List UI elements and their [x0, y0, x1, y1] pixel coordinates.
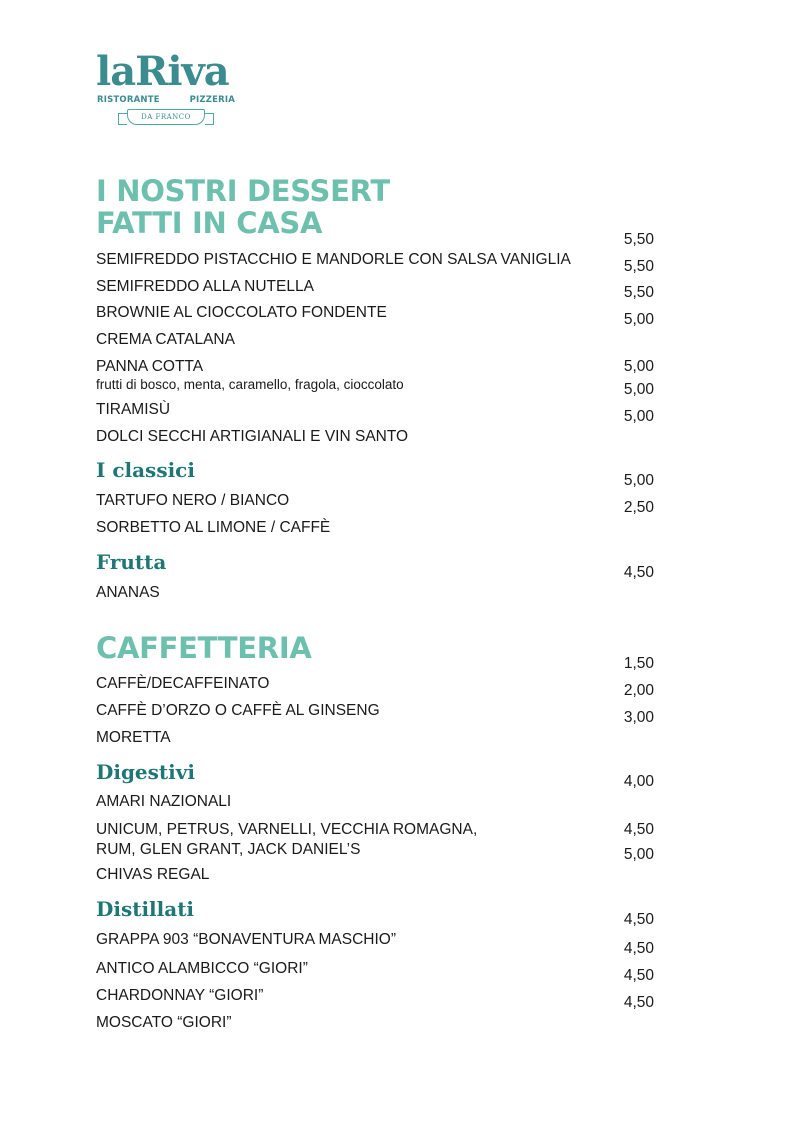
item-name: DOLCI SECCHI ARTIGIANALI E VIN SANTO	[96, 428, 409, 445]
item-name: CAFFÈ D’ORZO O CAFFÈ AL GINSENG	[96, 702, 380, 719]
digestivi-title: Digestivi	[96, 760, 195, 784]
item-name: CAFFÈ/DECAFFEINATO	[96, 675, 270, 692]
item-price: 4,50	[623, 821, 654, 838]
desserts-title-line1: I NOSTRI DESSERT	[96, 174, 390, 208]
logo-subtitle	[97, 95, 235, 105]
item-name: TARTUFO NERO / BIANCO	[96, 492, 290, 509]
restaurant-logo	[96, 50, 236, 132]
item-price: 5,00	[623, 846, 654, 863]
item-name: PANNA COTTA	[96, 358, 204, 375]
item-price: 1,50	[623, 655, 654, 672]
item-price: 5,00	[623, 358, 654, 375]
item-price: 4,50	[623, 994, 654, 1011]
logo-wordmark: laRiva	[96, 48, 229, 95]
item-name-line2: RUM, GLEN GRANT, JACK DANIEL’S	[96, 841, 361, 858]
item-price: 5,00	[623, 381, 654, 398]
item-price: 5,00	[623, 472, 654, 489]
menu-item	[96, 357, 654, 377]
item-price: 4,50	[623, 564, 654, 581]
item-price: 5,50	[623, 258, 654, 275]
menu-item-line1	[96, 820, 654, 840]
item-name: BROWNIE AL CIOCCOLATO FONDENTE	[96, 304, 387, 321]
item-name: CREMA CATALANA	[96, 331, 235, 348]
desserts-title-line2: FATTI IN CASA	[96, 206, 323, 240]
item-name: CHIVAS REGAL	[96, 866, 210, 883]
item-name: TIRAMISÙ	[96, 401, 171, 418]
item-price: 5,50	[623, 231, 654, 248]
item-price: 4,00	[623, 773, 654, 790]
item-price: 3,00	[623, 709, 654, 726]
caffetteria-title: CAFFETTERIA	[96, 631, 312, 665]
item-name: AMARI NAZIONALI	[96, 793, 232, 810]
item-price: 5,00	[623, 311, 654, 328]
item-price: 4,50	[623, 967, 654, 984]
item-name: ANANAS	[96, 584, 160, 601]
item-name: GRAPPA 903 “BONAVENTURA MASCHIO”	[96, 931, 397, 948]
item-price: 5,00	[623, 408, 654, 425]
item-price: 5,50	[623, 284, 654, 301]
item-name: SEMIFREDDO PISTACCHIO E MANDORLE CON SALSA VANIGLIA	[96, 251, 571, 268]
logo-right-text: PIZZERIA	[189, 95, 235, 105]
item-note: frutti di bosco, menta, caramello, fragola, cioccolato	[96, 377, 404, 392]
item-name: UNICUM, PETRUS, VARNELLI, VECCHIA ROMAGNA,	[96, 821, 478, 838]
distillati-title: Distillati	[96, 897, 195, 921]
frutta-title: Frutta	[96, 550, 167, 574]
classici-title: I classici	[96, 458, 195, 482]
item-price: 2,50	[623, 499, 654, 516]
item-name: MORETTA	[96, 729, 171, 746]
logo-left-text: RISTORANTE	[97, 95, 160, 105]
item-name: CHARDONNAY “GIORI”	[96, 987, 264, 1004]
desserts-title	[96, 175, 390, 239]
item-name: SEMIFREDDO ALLA NUTELLA	[96, 278, 314, 295]
item-name: SORBETTO AL LIMONE / CAFFÈ	[96, 519, 331, 536]
item-price: 2,00	[623, 682, 654, 699]
logo-ribbon: DA FRANCO	[127, 109, 205, 125]
item-price: 4,50	[623, 940, 654, 957]
item-name: ANTICO ALAMBICCO “GIORI”	[96, 960, 308, 977]
item-price: 4,50	[623, 911, 654, 928]
item-name: MOSCATO “GIORI”	[96, 1014, 232, 1031]
